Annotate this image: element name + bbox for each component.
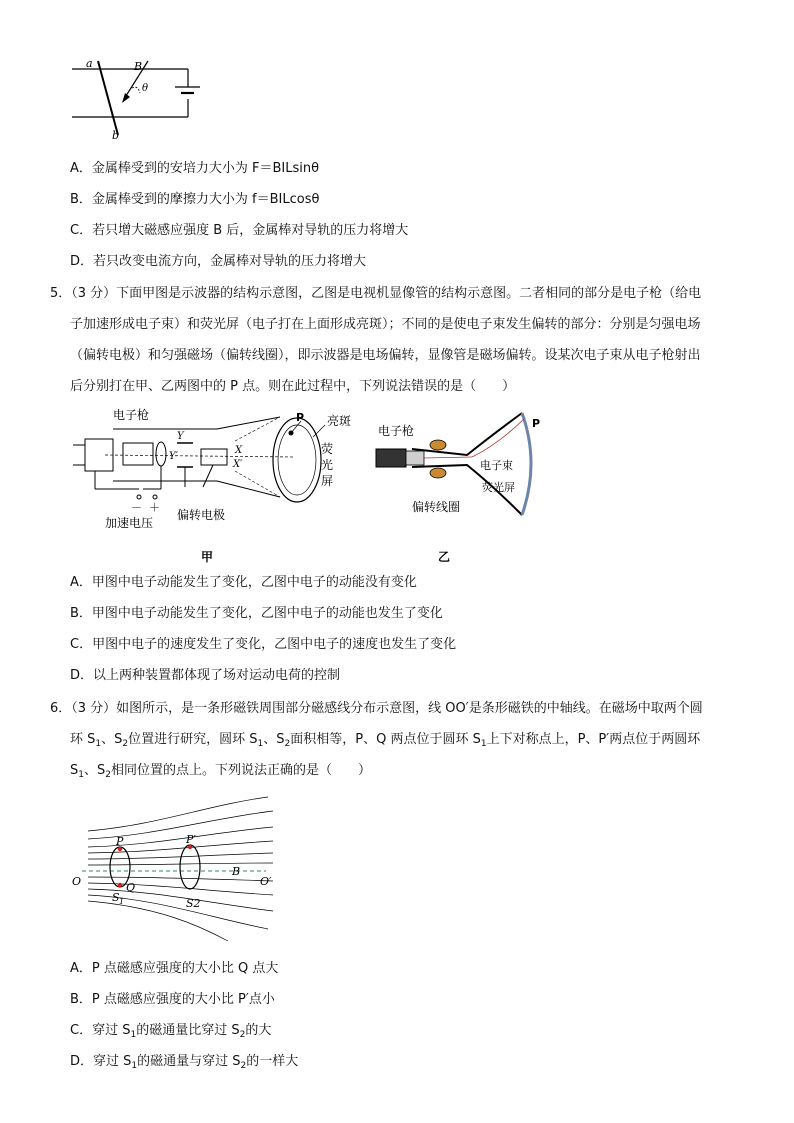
crt-figure [372,405,562,565]
label-B: B [232,865,241,878]
yi-beam-label: 电子束 [480,459,513,472]
q6-stem-line-2: 环 $S_1$、$S_2$位置进行研究，圆环 $S_1$、$S_2$面积相等，P、Q 两点位于圆环 $S_1$上下对称点上，P、P′两点位于两圆环 [70,732,701,749]
q6-option-d: D．穿过 $S_1$的磁通量与穿过 $S_2$的一样大 [70,1054,299,1071]
jia-deflect-label: 偏转电极 [177,508,226,522]
jia-screen-1: 荧 [321,442,334,456]
q6-option-b: B．P 点磁感应强度的大小比 P′点小 [70,992,275,1007]
label-S1: S [112,891,120,904]
jia-Y-label: Y [177,431,184,442]
jia-screen-2: 光 [321,458,334,472]
q4-option-b: B．金属棒受到的摩擦力大小为 f＝BILcosθ [70,192,320,207]
yi-caption: 乙 [438,550,451,564]
label-B: B [134,60,143,73]
label-S2: S2 [186,897,201,910]
label-O: O [72,875,82,888]
jia-plus: ＋ [149,501,160,514]
q5-stem-line-2: 子加速形成电子束）和荧光屏（电子打在上面形成亮斑）；不同的是使电子束发生偏转的部分：分别是匀强电场 [70,317,701,332]
label-theta: θ [142,83,149,94]
label-b: b [112,129,120,142]
jia-Yp-label: Y′ [169,451,178,462]
q5-stem-line-3: （偏转电极）和匀强磁场（偏转线圈），即示波器是电场偏转，显像管是磁场偏转。设某次电子束从电子枪射出 [70,348,701,363]
oscilloscope-figure [65,405,365,565]
jia-X-label: X [235,445,243,456]
q5-option-b: B．甲图中电子动能发生了变化，乙图中电子的动能也发生了变化 [70,606,443,621]
label-Q: Q [126,881,136,894]
q4-option-c: C．若只增大磁感应强度 B 后，金属棒对导轨的压力将增大 [70,223,409,238]
magnet-field-figure [68,795,283,945]
yi-coil-label: 偏转线圈 [412,500,461,514]
jia-gun-label: 电子枪 [113,408,150,422]
yi-P-label: P [532,417,541,430]
label-Op: O′ [260,875,272,888]
jia-bright-label: 亮斑 [327,414,352,428]
label-S1-sub: 1 [119,897,125,906]
q6-option-a: A．P 点磁感应强度的大小比 Q 点大 [70,961,279,976]
q5-option-d: D．以上两种装置都体现了场对运动电荷的控制 [70,668,341,683]
jia-minus: － [131,501,142,514]
q5-stem-line-4: 后分别打在甲、乙两图中的 P 点。则在此过程中，下列说法错误的是（ ） [70,379,516,394]
q5-stem-line-1: 5．（3 分）下面甲图是示波器的结构示意图，乙图是电视机显像管的结构示意图。二者相同的部分是电子枪（给电 [50,286,702,301]
jia-caption: 甲 [201,550,214,564]
yi-gun-label: 电子枪 [378,424,415,438]
label-P: P [116,835,124,848]
jia-accel-label: 加速电压 [105,516,154,530]
label-Pp: P′ [186,833,196,846]
jia-screen-3: 屏 [321,474,334,488]
q5-option-c: C．甲图中电子的速度发生了变化，乙图中电子的速度也发生了变化 [70,637,457,652]
label-a: a [86,57,93,70]
q6-option-c: C．穿过 $S_1$的磁通量比穿过 $S_2$的大 [70,1023,272,1040]
q4-option-d: D．若只改变电流方向，金属棒对导轨的压力将增大 [70,254,367,269]
q4-option-a: A．金属棒受到的安培力大小为 F＝BILsinθ [70,161,320,176]
q6-stem-line-1: 6．（3 分）如图所示，是一条形磁铁周围部分磁感线分布示意图，线 OO′是条形磁铁的中轴线。在磁场中取两个圆 [50,701,703,716]
yi-screen-label: 荧光屏 [482,481,515,494]
jia-P-label: P [296,411,305,424]
jia-Xp-label: X′ [233,459,243,470]
rail-rod-figure [60,55,200,145]
q5-option-a: A．甲图中电子动能发生了变化，乙图中电子的动能没有变化 [70,575,417,590]
q6-stem-line-3: $S_1$、$S_2$相同位置的点上。下列说法正确的是（ ） [70,763,372,780]
